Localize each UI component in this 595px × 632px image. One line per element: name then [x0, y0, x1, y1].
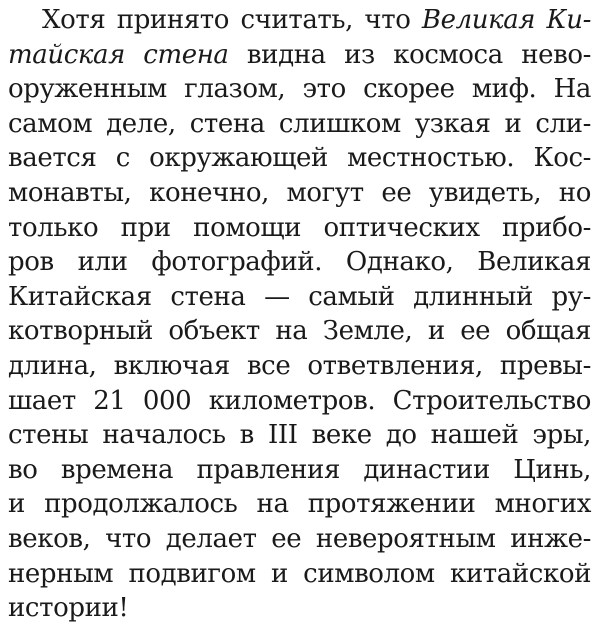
text-line: тайская стена видна из космоса нево-	[8, 39, 592, 70]
text-line: котворный объект на Земле, и ее общая	[8, 316, 591, 347]
text-line: стены началось в III веке до нашей эры,	[8, 420, 591, 451]
text-line: веков, что делает ее невероятным инже-	[8, 523, 591, 554]
text-line: самом деле, стена слишком узкая и сли-	[8, 108, 591, 139]
text-line: Китайская стена — самый длинный ру-	[8, 281, 591, 312]
text-line: шает 21 000 километров. Строительство	[8, 385, 591, 416]
text-line: оруженным глазом, это скорее миф. На	[8, 74, 591, 105]
text-line: нерным подвигом и символом китайской	[8, 558, 591, 589]
body-paragraph	[0, 3, 595, 626]
text-line: во времена правления династии Цинь,	[8, 454, 591, 485]
text-line: и продолжалось на протяжении многих	[8, 489, 591, 520]
text-line: вается с окружающей местностью. Кос-	[8, 143, 591, 174]
italic-phrase: тайская стена	[8, 39, 229, 70]
text-line: монавты, конечно, могут ее увидеть, но	[8, 177, 591, 208]
text-line: истории!	[8, 593, 129, 624]
text-line: только при помощи оптических прибо-	[8, 212, 591, 243]
text-line: Хотя принято считать, что Великая Ки-	[42, 5, 591, 35]
italic-phrase: Великая Ки-	[421, 5, 591, 35]
text-line: ров или фотографий. Однако, Великая	[8, 247, 591, 278]
text-line: длина, включая все ответвления, превы-	[8, 350, 591, 381]
